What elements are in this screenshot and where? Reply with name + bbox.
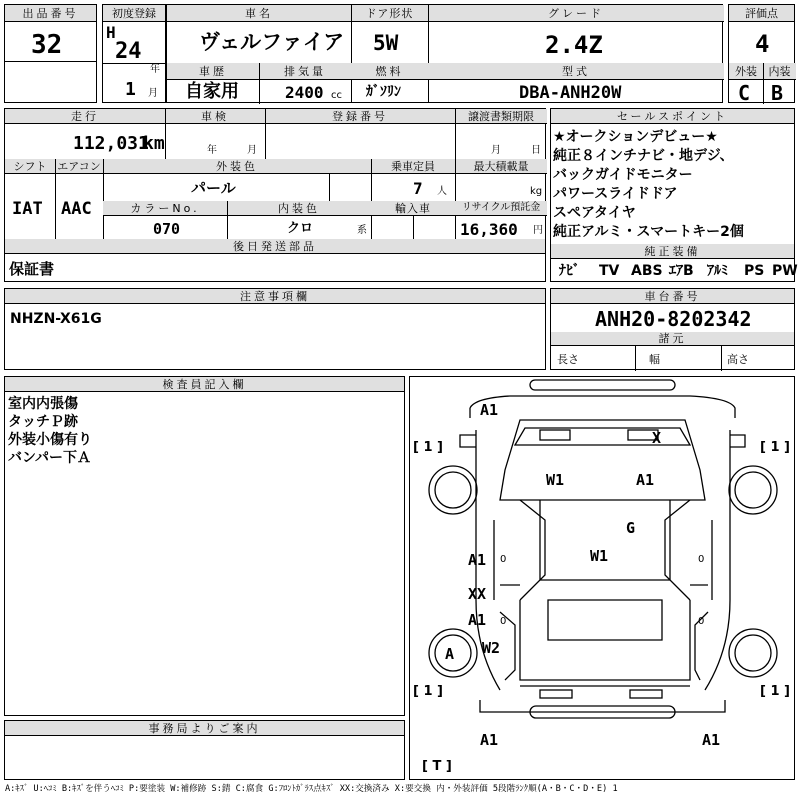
shift-label: シフト — [5, 159, 55, 174]
inspection-label: 車検 — [165, 109, 265, 124]
lot-label: 出品番号 — [5, 5, 96, 22]
damage-mark: W1 — [590, 547, 609, 565]
damage-mark: A1 — [480, 731, 499, 749]
score-box — [728, 4, 795, 103]
zero-mark: 0 — [500, 616, 507, 627]
diagram-box — [409, 376, 795, 780]
interior-grade: B — [771, 81, 784, 105]
tire-tag: [ 1 ] — [760, 684, 790, 699]
notes-box — [4, 288, 546, 370]
capacity-label: 乗車定員 — [371, 159, 455, 174]
damage-mark: W2 — [482, 639, 501, 657]
chassis-box — [550, 288, 795, 370]
fuel-label: 燃料 — [351, 63, 428, 80]
equip-item: PW — [772, 263, 798, 279]
length-label: 長さ — [557, 353, 579, 366]
inspector-box — [4, 376, 405, 716]
damage-mark: A1 — [468, 551, 487, 569]
lot-box — [4, 4, 97, 103]
zero-mark: 0 — [500, 554, 507, 565]
inspector-line: 外装小傷有り — [8, 432, 92, 448]
colorno-value: 070 — [153, 220, 181, 238]
score-value: 4 — [755, 30, 770, 58]
first-reg-box — [102, 4, 166, 103]
int-color-value: クロ — [287, 221, 314, 236]
equip-item: ABS — [631, 263, 663, 279]
damage-mark: X — [652, 429, 662, 447]
sales-line: 純正８インチナビ・地デジ、 — [553, 148, 734, 164]
insp-year-unit: 年 — [207, 145, 217, 156]
damage-mark: A1 — [468, 611, 487, 629]
tire-tag: [ 1 ] — [413, 440, 443, 455]
ext-color-label: 外装色 — [103, 159, 371, 174]
office-box — [4, 720, 405, 780]
grade-value: 2.4Z — [545, 31, 603, 59]
reg-month: 1 — [125, 79, 136, 100]
sales-line: スペアタイヤ — [553, 205, 636, 221]
width-label: 幅 — [649, 353, 660, 366]
sales-line: ★オークションデビュー★ — [553, 129, 718, 145]
door-label: ドア形状 — [351, 5, 428, 22]
mileage-value: 112,031 — [73, 133, 149, 154]
first-reg-label: 初度登録 — [103, 5, 165, 22]
notes-value: NHZN-X61G — [10, 311, 102, 327]
dims-label: 諸元 — [551, 332, 794, 346]
chassis-label: 車台番号 — [551, 289, 794, 304]
sales-line: 純正アルミ・スマートキー2個 — [553, 224, 744, 240]
reg-year: 24 — [115, 39, 142, 64]
fuel-value: ｶﾞｿﾘﾝ — [366, 84, 401, 100]
displacement-label: 排気量 — [259, 63, 351, 80]
vehicle-main-box — [166, 4, 723, 103]
sales-line: バックガイドモニター — [553, 167, 693, 183]
lot-number: 32 — [31, 30, 63, 60]
score-label: 評価点 — [729, 5, 794, 22]
history-value: 自家用 — [185, 81, 239, 102]
load-unit: kg — [530, 186, 543, 197]
capacity-unit: 人 — [437, 186, 447, 197]
year-unit: 年 — [150, 64, 160, 75]
damage-mark: W1 — [546, 471, 565, 489]
damage-mark: A1 — [702, 731, 721, 749]
damage-mark: XX — [468, 585, 487, 603]
damage-mark: A1 — [636, 471, 655, 489]
name-label: 車名 — [167, 5, 351, 22]
equip-item: PS — [744, 263, 765, 279]
height-label: 高さ — [727, 353, 749, 366]
exterior-label: 外装 — [729, 63, 763, 80]
legend: A:ｷｽﾞ U:ﾍｺﾐ B:ｷｽﾞを伴うﾍｺﾐ P:要塗装 W:補修跡 S:錆 C:腐食 G:ﾌﾛﾝﾄｶﾞﾗｽ点ｷｽﾞ XX:交換済み X:要交換 内・外装評価 5段階ﾗﾝｸ順(A・B・C・D・E) 1 — [5, 784, 618, 794]
damage-mark: A — [445, 645, 455, 663]
regno-label: 登録番号 — [265, 109, 455, 124]
equip-item: ﾅﾋﾞ — [559, 263, 580, 279]
door-type: 5W — [373, 31, 399, 55]
sales-label: セールスポイント — [551, 109, 794, 124]
tire-tag: [ 1 ] — [760, 440, 790, 455]
insp-month-unit: 月 — [247, 145, 257, 156]
interior-label: 内装 — [763, 63, 796, 80]
displacement-unit: cc — [331, 90, 342, 101]
model-value: DBA-ANH20W — [519, 83, 622, 103]
exterior-grade: C — [738, 81, 751, 105]
equip-item: ｱﾙﾐ — [707, 263, 728, 279]
month-unit: 月 — [148, 88, 158, 99]
recycle-label: リサイクル預託金 — [455, 201, 547, 216]
mileage-unit: km — [143, 133, 165, 154]
era: H — [106, 23, 116, 42]
damage-mark: G — [626, 519, 636, 537]
chassis-number: ANH20-8202342 — [595, 307, 752, 331]
sales-line: パワースライドドア — [553, 186, 678, 202]
shift-value: IAT — [12, 199, 43, 219]
inspector-line: タッチＰ跡 — [8, 414, 78, 430]
recycle-unit: 円 — [533, 225, 543, 236]
ac-value: AAC — [61, 199, 92, 219]
later-label: 後日発送部品 — [5, 239, 545, 254]
car-diagram — [409, 376, 795, 780]
load-label: 最大積載量 — [455, 159, 547, 174]
transfer-month: 月 — [491, 145, 501, 156]
history-label: 車歴 — [167, 63, 259, 80]
displacement-value: 2400 — [285, 83, 324, 102]
transfer-day: 日 — [531, 145, 541, 156]
model-label: 型式 — [428, 63, 724, 80]
int-color-unit: 系 — [357, 225, 367, 236]
recycle-value: 16,360 — [460, 220, 518, 239]
ac-label: エアコン — [55, 159, 103, 174]
transfer-label: 譲渡書類期限 — [455, 109, 547, 124]
tire-tag: [ 1 ] — [413, 684, 443, 699]
sales-box — [550, 108, 798, 282]
equip-label: 純正装備 — [551, 244, 794, 259]
mileage-label: 走行 — [5, 109, 165, 124]
spare-tag: [ T ] — [422, 759, 452, 774]
inspector-label: 検査員記入欄 — [5, 377, 404, 392]
office-label: 事務局よりご案内 — [5, 721, 404, 736]
inspector-line: 室内内張傷 — [8, 396, 78, 412]
zero-mark: 0 — [698, 554, 705, 565]
grade-label: グレード — [428, 5, 724, 22]
import-label: 輸入車 — [371, 201, 455, 216]
vehicle-name: ヴェルファイア — [199, 30, 345, 54]
zero-mark: 0 — [698, 616, 705, 627]
ext-color-value: パール — [191, 179, 236, 197]
colorno-label: カラーNo. — [103, 201, 227, 216]
damage-mark: A1 — [480, 401, 499, 419]
spec-box — [4, 108, 546, 282]
notes-label: 注意事項欄 — [5, 289, 545, 304]
equip-item: TV — [599, 263, 620, 279]
inspector-line: バンパー下Ａ — [8, 450, 92, 466]
int-color-label: 内装色 — [227, 201, 371, 216]
capacity-value: 7 — [413, 179, 423, 198]
later-value: 保証書 — [9, 260, 55, 278]
equip-item: ｴｱB — [669, 263, 694, 279]
